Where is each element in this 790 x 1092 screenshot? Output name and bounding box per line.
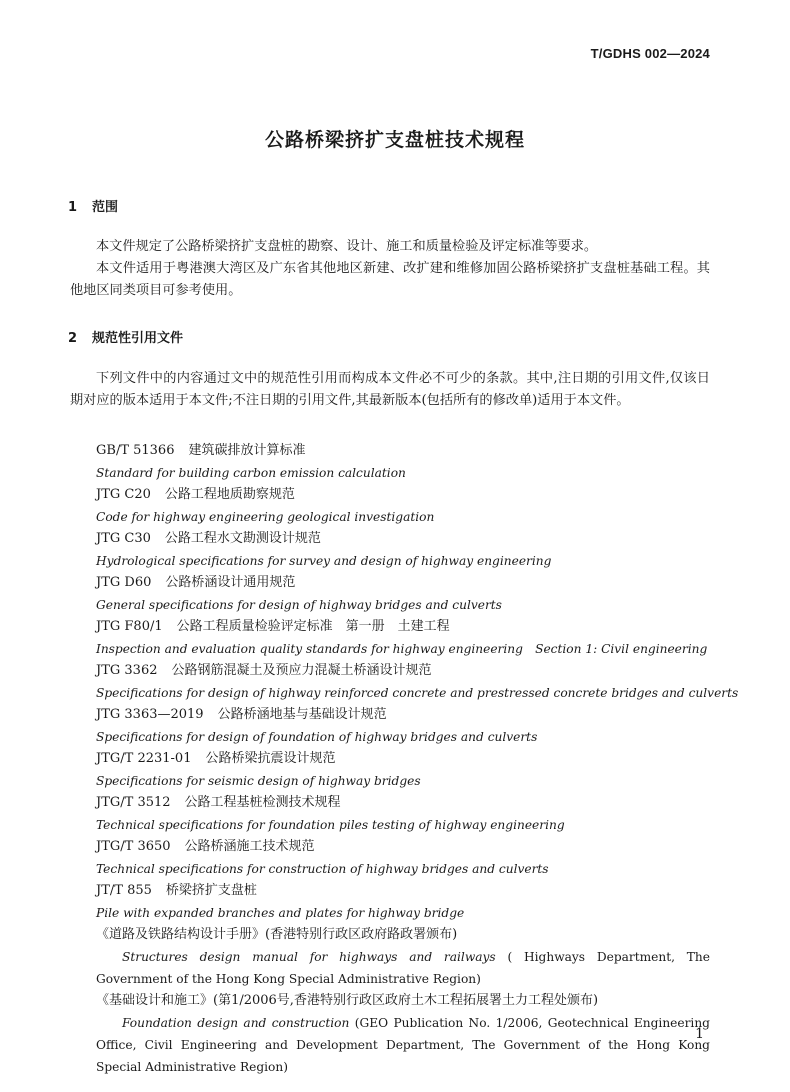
section-number: 1 — [68, 200, 78, 215]
reference-english-title: Specifications for seismic design of highway bridges — [96, 774, 421, 788]
reference-english-title: Standard for building carbon emission calculation — [96, 466, 406, 480]
reference-item: JTG/T 3512 公路工程基桩检测技术规程 — [96, 795, 341, 810]
page-number: 1 — [695, 1026, 704, 1042]
reference-english-title: Hydrological specifications for survey and design of highway engineering — [96, 554, 552, 568]
reference-item: JT/T 855 桥梁挤扩支盘桩 — [96, 883, 257, 898]
reference-english-title: Technical specifications for construction of highway bridges and culverts — [96, 862, 549, 876]
reference-item: JTG C30 公路工程水文勘测设计规范 — [96, 531, 321, 546]
standard-code: T/GDHS 002—2024 — [590, 46, 710, 61]
reference-item: JTG C20 公路工程地质勘察规范 — [96, 487, 295, 502]
reference-english-title: Pile with expanded branches and plates for highway bridge — [96, 906, 465, 920]
reference-item: 《道路及铁路结构设计手册》(香港特别行政区政府路政署颁布) — [96, 927, 458, 942]
reference-english-title: Foundation design and construction (GEO Publication No. 1/2006, Geotechnical Engineering Office, Civil Engineering and Development Department, The Government of the Hong Kong Special Administrative Region) — [96, 1016, 710, 1074]
reference-item: JTG/T 2231-01 公路桥梁抗震设计规范 — [96, 751, 336, 766]
reference-english-title: Structures design manual for highways and railways ( Highways Department, The Government of the Hong Kong Special Administrative Region) — [96, 950, 710, 986]
section-heading-scope — [68, 196, 118, 215]
reference-item: JTG F80/1 公路工程质量检验评定标准 第一册 土建工程 — [96, 619, 450, 634]
reference-item: JTG 3362 公路钢筋混凝土及预应力混凝土桥涵设计规范 — [96, 663, 432, 678]
references-intro: 下列文件中的内容通过文中的规范性引用而构成本文件必不可少的条款。其中,注日期的引用文件,仅该日期对应的版本适用于本文件;不注日期的引用文件,其最新版本(包括所有的修改单)适用于本文件。 — [70, 371, 710, 408]
reference-item: JTG 3363—2019 公路桥涵地基与基础设计规范 — [96, 707, 387, 722]
section-heading-normative-references — [68, 327, 183, 346]
reference-item: GB/T 51366 建筑碳排放计算标准 — [96, 443, 306, 458]
reference-english-title: General specifications for design of highway bridges and culverts — [96, 598, 502, 612]
section-number: 2 — [68, 331, 78, 346]
reference-list — [70, 440, 739, 1078]
scope-paragraph-1: 本文件规定了公路桥梁挤扩支盘桩的勘察、设计、施工和质量检验及评定标准等要求。 — [96, 239, 598, 254]
section-title: 范围 — [92, 200, 119, 215]
reference-english-title: Technical specifications for foundation piles testing of highway engineering — [96, 818, 565, 832]
reference-item: JTG/T 3650 公路桥涵施工技术规范 — [96, 839, 315, 854]
reference-english-title: Specifications for design of highway reinforced concrete and prestressed concrete bridges and culverts — [96, 686, 739, 700]
reference-english-title: Code for highway engineering geological investigation — [96, 510, 435, 524]
section-title: 规范性引用文件 — [92, 331, 184, 346]
reference-item: JTG D60 公路桥涵设计通用规范 — [96, 575, 296, 590]
reference-item: 《基础设计和施工》(第1/2006号,香港特别行政区政府土木工程拓展署土力工程处颁布) — [96, 993, 599, 1008]
reference-english-title: Inspection and evaluation quality standards for highway engineering Section 1: Civil engineering — [96, 642, 708, 656]
reference-english-title: Specifications for design of foundation of highway bridges and culverts — [96, 730, 538, 744]
document-title: 公路桥梁挤扩支盘桩技术规程 — [264, 129, 525, 151]
scope-paragraph-2: 本文件适用于粤港澳大湾区及广东省其他地区新建、改扩建和维修加固公路桥梁挤扩支盘桩基础工程。其他地区同类项目可参考使用。 — [70, 261, 710, 298]
